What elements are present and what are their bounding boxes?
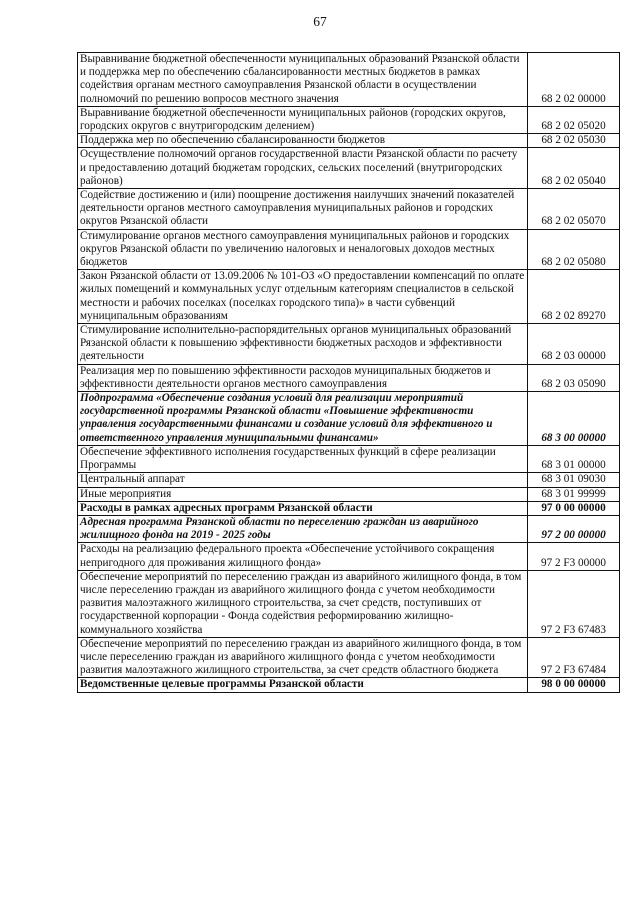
row-code: 97 0 00 00000 (528, 501, 620, 515)
table-row (78, 445, 620, 472)
row-name: Ведомственные целевые программы Рязанской области (78, 678, 528, 692)
table-row (78, 392, 620, 446)
row-code: 68 3 01 99999 (528, 487, 620, 501)
row-name: Выравнивание бюджетной обеспеченности муниципальных образований Рязанской области и поддержка мер по обеспечению сбалансированности местных бюджетов в рамках содействия органам местного самоуправления Рязанской области в осуществлении полномочий по решению вопросов местного значения (78, 53, 528, 107)
table-row (78, 515, 620, 542)
row-code: 68 2 02 89270 (528, 270, 620, 324)
table-row (78, 678, 620, 692)
row-name: Обеспечение мероприятий по переселению граждан из аварийного жилищного фонда, в том числе переселению граждан из аварийного жилищного фонда с учетом необходимости развития малоэтажного жилищного строительства, за счет средств областного бюджета (78, 637, 528, 678)
row-name: Иные мероприятия (78, 487, 528, 501)
table-row (78, 487, 620, 501)
row-code: 68 2 02 05030 (528, 134, 620, 148)
row-name: Выравнивание бюджетной обеспеченности муниципальных районов (городских округов, городских округов с внутригородским делением) (78, 106, 528, 133)
row-name: Обеспечение эффективного исполнения государственных функций в сфере реализации Программы (78, 445, 528, 472)
row-code: 68 2 02 05020 (528, 106, 620, 133)
row-code: 97 2 F3 00000 (528, 543, 620, 570)
row-code: 68 2 02 05080 (528, 229, 620, 270)
table-row (78, 53, 620, 107)
table-row (78, 364, 620, 391)
row-name: Расходы в рамках адресных программ Рязанской области (78, 501, 528, 515)
row-name: Закон Рязанской области от 13.09.2006 № 101-ОЗ «О предоставлении компенсаций по оплате жилых помещений и коммунальных услуг отдельным категориям специалистов в сельской местности и рабочих поселках (поселках городского типа)» в части субвенций муниципальным образованиям (78, 270, 528, 324)
table-row (78, 189, 620, 230)
row-code: 97 2 00 00000 (528, 515, 620, 542)
row-code: 68 2 03 00000 (528, 324, 620, 365)
row-code: 98 0 00 00000 (528, 678, 620, 692)
table-row (78, 106, 620, 133)
row-name: Адресная программа Рязанской области по переселению граждан из аварийного жилищного фонда на 2019 - 2025 годы (78, 515, 528, 542)
row-name: Содействие достижению и (или) поощрение достижения наилучших значений показателей деятельности органов местного самоуправления муниципальных районов и городских округов Рязанской области (78, 189, 528, 230)
row-code: 68 2 03 05090 (528, 364, 620, 391)
row-code: 97 2 F3 67484 (528, 637, 620, 678)
table-row (78, 229, 620, 270)
table-row (78, 501, 620, 515)
table-row (78, 134, 620, 148)
table-row (78, 637, 620, 678)
table-row (78, 473, 620, 487)
table-row (78, 570, 620, 637)
row-name: Стимулирование органов местного самоуправления муниципальных районов и городских округов Рязанской области по увеличению налоговых и неналоговых доходов местных бюджетов (78, 229, 528, 270)
row-code: 97 2 F3 67483 (528, 570, 620, 637)
page-number: 67 (313, 14, 327, 29)
table-row (78, 148, 620, 189)
row-name: Подпрограмма «Обеспечение создания условий для реализации мероприятий государственной программы Рязанской области «Повышение эффективности управления государственными финансами и создание условий для эффективного и ответственного управления муниципальными финансами» (78, 392, 528, 446)
row-code: 68 2 02 00000 (528, 53, 620, 107)
table-row (78, 543, 620, 570)
budget-classification-table (77, 52, 620, 693)
row-name: Реализация мер по повышению эффективности расходов муниципальных бюджетов и эффективности деятельности органов местного самоуправления (78, 364, 528, 391)
row-name: Осуществление полномочий органов государственной власти Рязанской области по расчету и предоставлению дотаций бюджетам городских, сельских поселений (внутригородских районов) (78, 148, 528, 189)
row-code: 68 3 01 00000 (528, 445, 620, 472)
table-row (78, 324, 620, 365)
row-name: Поддержка мер по обеспечению сбалансированности бюджетов (78, 134, 528, 148)
row-name: Стимулирование исполнительно-распорядительных органов муниципальных образований Рязанской области к повышению эффективности бюджетных расходов и эффективности деятельности (78, 324, 528, 365)
row-name: Обеспечение мероприятий по переселению граждан из аварийного жилищного фонда, в том числе переселению граждан из аварийного жилищного фонда с учетом необходимости развития малоэтажного жилищного строительства, за счет средств, поступивших от государственной корпорации - Фонда содействия реформированию жилищно-коммунального хозяйства (78, 570, 528, 637)
row-code: 68 2 02 05070 (528, 189, 620, 230)
row-code: 68 3 00 00000 (528, 392, 620, 446)
row-code: 68 2 02 05040 (528, 148, 620, 189)
row-name: Расходы на реализацию федерального проекта «Обеспечение устойчивого сокращения непригодного для проживания жилищного фонда» (78, 543, 528, 570)
row-name: Центральный аппарат (78, 473, 528, 487)
row-code: 68 3 01 09030 (528, 473, 620, 487)
table-row (78, 270, 620, 324)
